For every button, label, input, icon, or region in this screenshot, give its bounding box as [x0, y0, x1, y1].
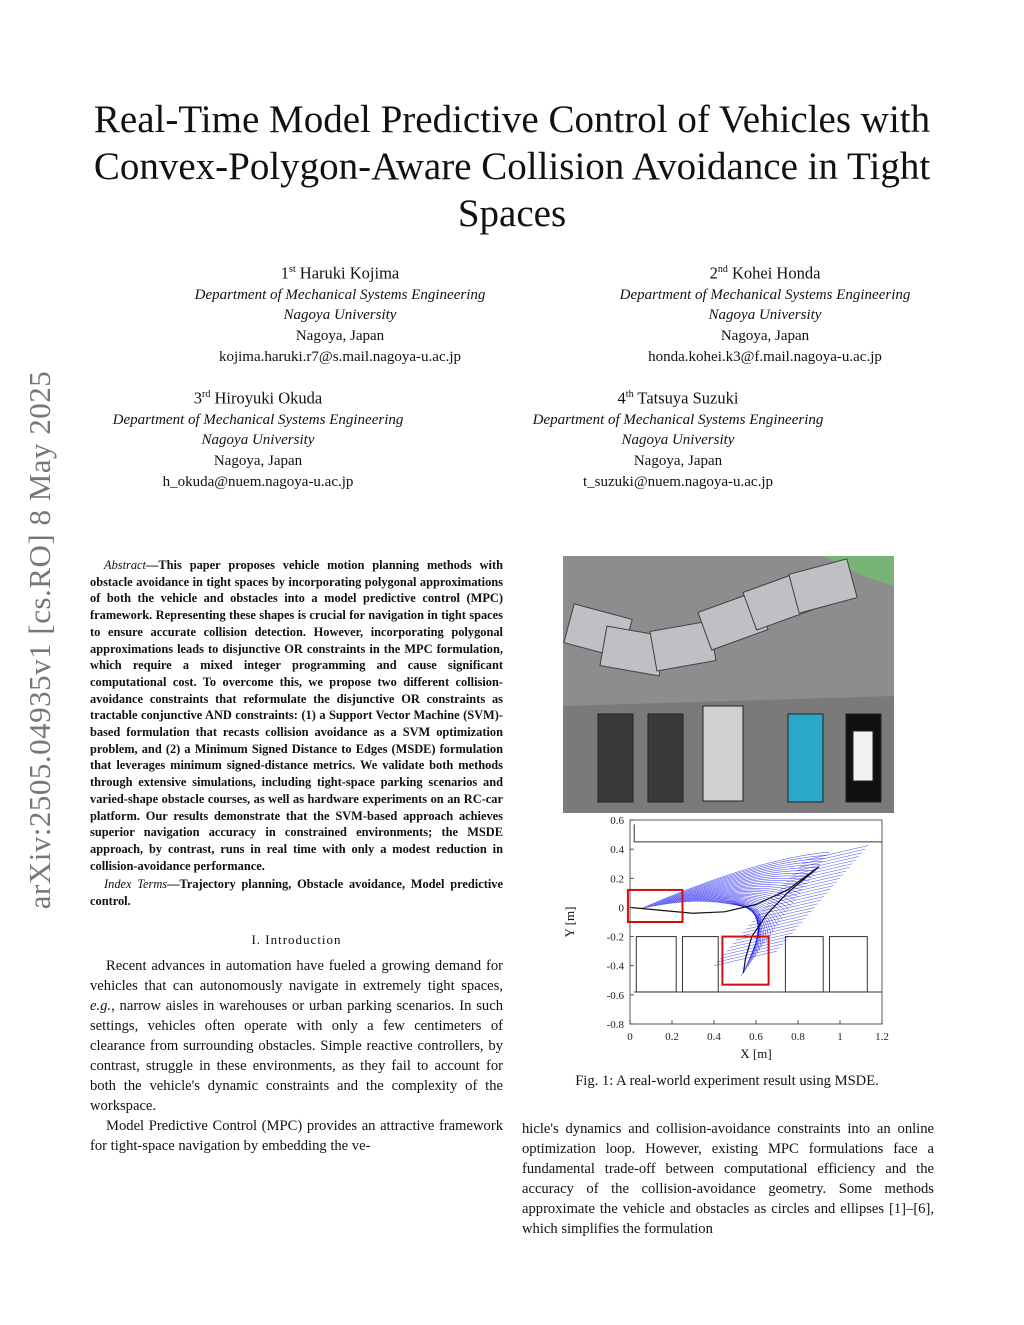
x-tick-label: 0.4 [707, 1031, 721, 1043]
y-axis-label: Y [m] [562, 906, 577, 938]
y-tick-label: 0.2 [610, 873, 624, 886]
y-tick-label: 0 [618, 902, 624, 915]
paper-title: Real-Time Model Predictive Control of Vehicles with Convex-Polygon-Aware Collision Avoidance in Tight Spaces [93, 98, 931, 235]
trajectory-plot-svg [548, 812, 908, 1066]
author-name: Kohei Honda [731, 263, 821, 283]
author-name: Hiroyuki Okuda [214, 388, 323, 408]
y-tick-label: 0.4 [610, 844, 624, 857]
author-name: Haruki Kojima [299, 263, 400, 283]
index-terms: Index Terms—Trajectory planning, Obstacle avoidance, Model predictive control. [90, 877, 503, 909]
author-3: 3rd Hiroyuki Okuda Department of Mechanical Systems Engineering Nagoya University Nagoya, Japan h_okuda@nuem.nagoya-u.ac.jp [68, 384, 448, 493]
experiment-photo-drawing [563, 556, 894, 813]
y-tick-label: -0.2 [606, 931, 624, 944]
left-column [90, 557, 503, 1156]
intro-paragraph-1: Recent advances in automation have fueled a growing demand for vehicles that can autonomously navigate in extremely tight spaces, e.g., narrow aisles in warehouses or urban parking scenarios. In such settings, vehicles often operate with only a few centimeters of clearance from surrounding obstacles. Simple reactive controllers, by contrast, struggle in these environments, as they fail to account for both the vehicle's dynamic constraints and the complexity of the workspace. [90, 957, 503, 1114]
y-tick-label: -0.8 [606, 1019, 624, 1031]
arxiv-id: arXiv:2505.04935v1 [cs.RO] 8 May 2025 [22, 370, 57, 910]
y-tick-label: 0.6 [610, 815, 624, 827]
figure-caption: Fig. 1: A real-world experiment result using MSDE. [575, 1073, 879, 1089]
author-1: 1st Haruki Kojima Department of Mechanical Systems Engineering Nagoya University Nagoya, Japan kojima.haruki.r7@s.mail.nagoya-u.ac.jp [150, 259, 530, 368]
author-email: honda.kohei.k3@f.mail.nagoya-u.ac.jp [648, 348, 882, 365]
x-tick-label: 0.8 [791, 1031, 805, 1043]
x-tick-label: 0 [627, 1031, 633, 1043]
author-email: t_suzuki@nuem.nagoya-u.ac.jp [582, 473, 773, 490]
trajectory-plot [548, 812, 908, 1066]
author-2: 2nd Kohei Honda Department of Mechanical Systems Engineering Nagoya University Nagoya, Japan honda.kohei.k3@f.mail.nagoya-u.ac.jp [573, 259, 957, 368]
x-tick-label: 0.6 [749, 1031, 763, 1043]
author-email: h_okuda@nuem.nagoya-u.ac.jp [162, 473, 354, 490]
x-tick-label: 1 [837, 1031, 843, 1043]
experiment-photo [563, 556, 894, 813]
right-column-text [522, 1119, 934, 1239]
author-name: Tatsuya Suzuki [637, 388, 739, 408]
x-tick-label: 0.2 [665, 1031, 679, 1043]
abstract: Abstract—This paper proposes vehicle motion planning methods with obstacle avoidance in tight spaces by incorporating polygonal approximations of both the vehicle and obstacles into a model predictive control (MPC) framework. Representing these shapes is crucial for navigation in tight spaces to ensure accurate collision detection. However, incorporating polygonal approximations leads to disjunctive OR constraints in the MPC formulation, which require a mixed integer programming and cause significant computational cost. To overcome this, we propose two different collision-avoidance constraints that reformulate the disjunctive OR constraints as tractable conjunctive AND constraints: (1) a Support Vector Machine (SVM)-based formulation that recasts collision avoidance as a SVM optimization problem, and (2) a Minimum Signed Distance to Edges (MSDE) formulation that leverages minimum signed-distance metrics. We validate both methods through extensive simulations, including tight-space parking scenarios and varied-shape obstacle courses, as well as hardware experiments on an RC-car platform. Our results demonstrate that the SVM-based approach achieves superior navigation accuracy in constrained environments; the MSDE approach, by contrast, runs in real time with only a modest reduction in collision-avoidance performance. [90, 558, 503, 873]
intro-paragraph-2-continued: hicle's dynamics and collision-avoidance constraints into an online optimization loop. However, existing MPC formulations face a fundamental trade-off between computational efficiency and the accuracy of the collision-avoidance geometry. Some methods approximate the vehicle and obstacles as circles and ellipses [1]–[6], which simplifies the formulation [522, 1121, 934, 1237]
x-tick-label: 1.2 [875, 1031, 889, 1043]
y-tick-label: -0.4 [606, 960, 624, 973]
x-axis-label: X [m] [740, 1046, 772, 1061]
y-tick-label: -0.6 [606, 989, 624, 1002]
section-heading: I. Introduction [251, 931, 342, 947]
intro-paragraph-2-start: Model Predictive Control (MPC) provides an attractive framework for tight-space navigation by embedding the ve- [90, 1117, 503, 1154]
author-4: 4th Tatsuya Suzuki Department of Mechanical Systems Engineering Nagoya University Nagoya, Japan t_suzuki@nuem.nagoya-u.ac.jp [488, 384, 868, 493]
author-email: kojima.haruki.r7@s.mail.nagoya-u.ac.jp [218, 348, 462, 365]
